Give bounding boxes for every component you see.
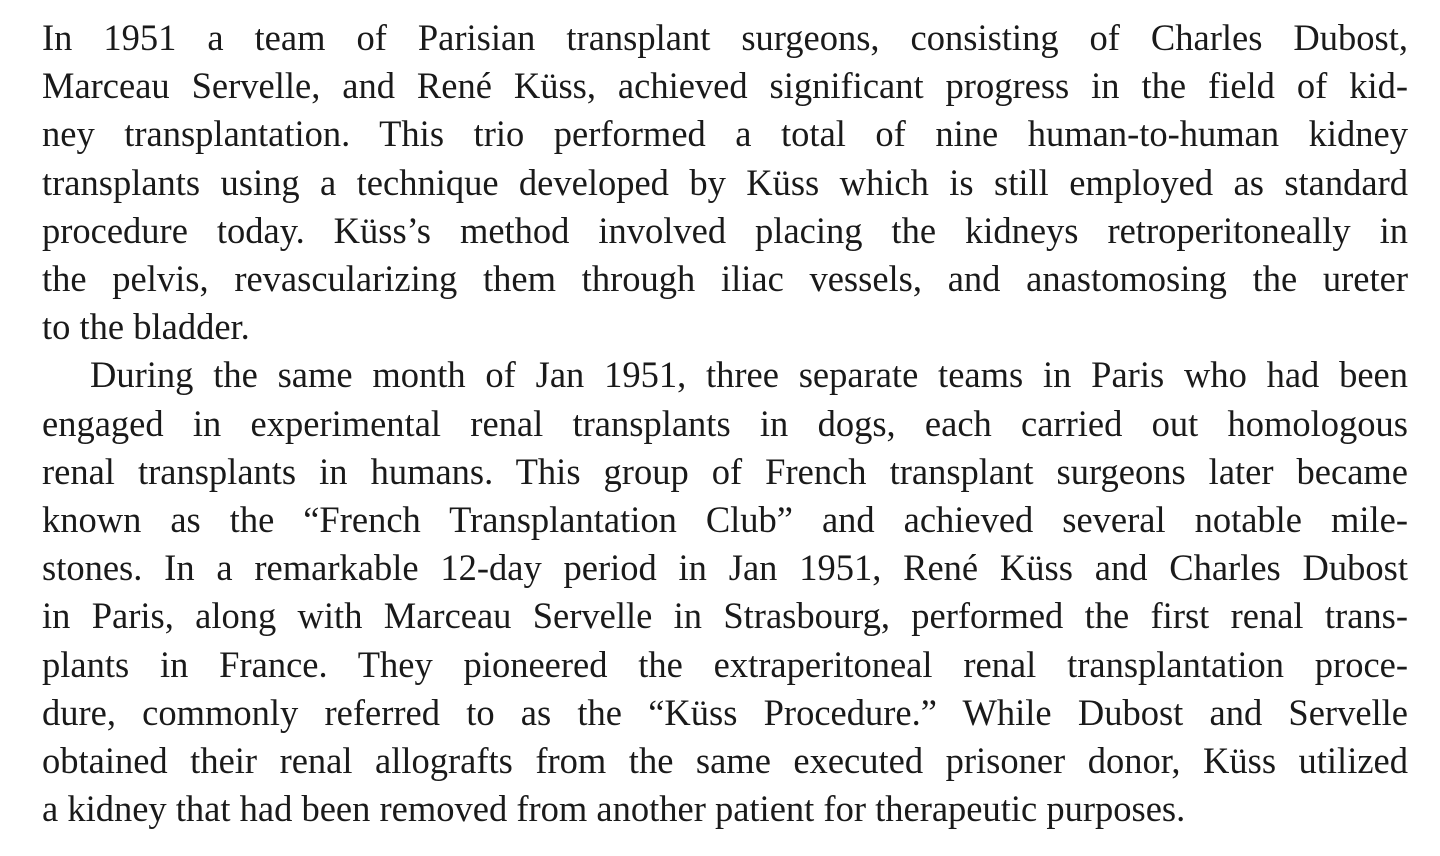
- text-line: plants in France. They pioneered the extraperitoneal renal transplantation proce-: [42, 643, 1408, 685]
- paragraph-1: [42, 14, 1408, 351]
- text-line: to the bladder.: [42, 306, 250, 348]
- text-line: renal transplants in humans. This group of French transplant surgeons later became: [42, 450, 1408, 492]
- text-line: transplants using a technique developed by Küss which is still employed as standard: [42, 161, 1408, 203]
- text-line: During the same month of Jan 1951, three separate teams in Paris who had been: [90, 354, 1408, 396]
- text-line: dure, commonly referred to as the “Küss Procedure.” While Dubost and Servelle: [42, 691, 1408, 733]
- text-line: known as the “French Transplantation Club” and achieved several notable mile-: [42, 499, 1408, 541]
- paragraph-2: [42, 351, 1408, 833]
- text-line: a kidney that had been removed from another patient for therapeutic purposes.: [42, 788, 1186, 830]
- document-page: [42, 14, 1408, 833]
- text-line: obtained their renal allografts from the same executed prisoner donor, Küss utilized: [42, 740, 1408, 782]
- text-line: stones. In a remarkable 12-day period in Jan 1951, René Küss and Charles Dubost: [42, 547, 1408, 589]
- text-line: In 1951 a team of Parisian transplant surgeons, consisting of Charles Dubost,: [42, 17, 1408, 58]
- text-line: Marceau Servelle, and René Küss, achieved significant progress in the field of kid-: [42, 65, 1408, 107]
- text-line: procedure today. Küss’s method involved placing the kidneys retroperitoneally in: [42, 209, 1408, 251]
- text-line: ney transplantation. This trio performed a total of nine human-to-human kidney: [42, 113, 1408, 155]
- text-line: engaged in experimental renal transplants in dogs, each carried out homologous: [42, 402, 1408, 444]
- text-line: in Paris, along with Marceau Servelle in Strasbourg, performed the first renal trans-: [42, 595, 1408, 637]
- text-line: the pelvis, revascularizing them through iliac vessels, and anastomosing the ureter: [42, 258, 1408, 300]
